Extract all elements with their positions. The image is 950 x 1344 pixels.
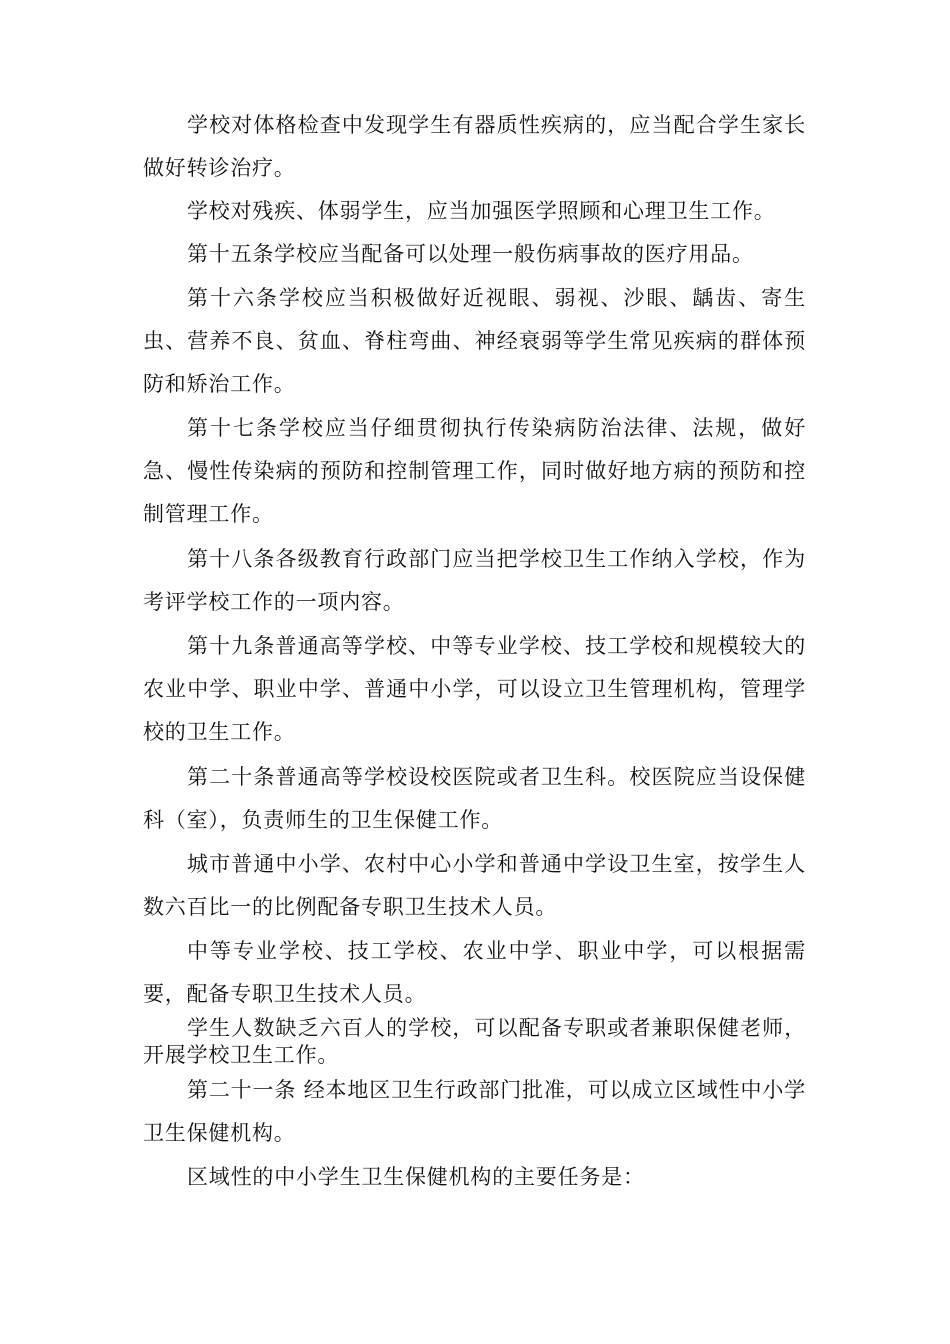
paragraph-article-17: 第十七条学校应当仔细贯彻执行传染病防治法律、法规，做好急、慢性传染病的预防和控制管理工作，同时做好地方病的预防和控制管理工作。 — [143, 416, 806, 526]
paragraph-article-21: 第二十一条 经本地区卫生行政部门批准，可以成立区域性中小学卫生保健机构。 — [143, 1078, 806, 1145]
paragraph-vocational-schools: 中等专业学校、技工学校、农业中学、职业中学，可以根据需要，配备专职卫生技术人员。 — [143, 939, 806, 1006]
paragraph-small-schools: 学生人数缺乏六百人的学校，可以配备专职或者兼职保健老师，开展学校卫生工作。 — [143, 1016, 806, 1067]
paragraph-article-18: 第十八条各级教育行政部门应当把学校卫生工作纳入学校，作为考评学校工作的一项内容。 — [143, 547, 806, 614]
paragraph-article-15: 第十五条学校应当配备可以处理一般伤病事故的医疗用品。 — [187, 242, 754, 266]
paragraph-regional-tasks-intro: 区域性的中小学生卫生保健机构的主要任务是： — [187, 1165, 645, 1189]
paragraph-disabled-students-care: 学校对残疾、体弱学生，应当加强医学照顾和心理卫生工作。 — [187, 199, 776, 223]
paragraph-article-19: 第十九条普通高等学校、中等专业学校、技工学校和规模较大的农业中学、职业中学、普通中小学，可以设立卫生管理机构，管理学校的卫生工作。 — [143, 634, 806, 744]
paragraph-article-16: 第十六条学校应当积极做好近视眼、弱视、沙眼、龋齿、寄生虫、营养不良、贫血、脊柱弯曲、神经衰弱等学生常见疾病的群体预防和矫治工作。 — [143, 286, 806, 396]
paragraph-referral-treatment: 学校对体格检查中发现学生有器质性疾病的，应当配合学生家长做好转诊治疗。 — [143, 113, 806, 180]
paragraph-article-20: 第二十条普通高等学校设校医院或者卫生科。校医院应当设保健科（室），负责师生的卫生保健工作。 — [143, 765, 806, 832]
paragraph-urban-rural-schools: 城市普通中小学、农村中心小学和普通中学设卫生室，按学生人数六百比一的比例配备专职卫生技术人员。 — [143, 852, 806, 919]
